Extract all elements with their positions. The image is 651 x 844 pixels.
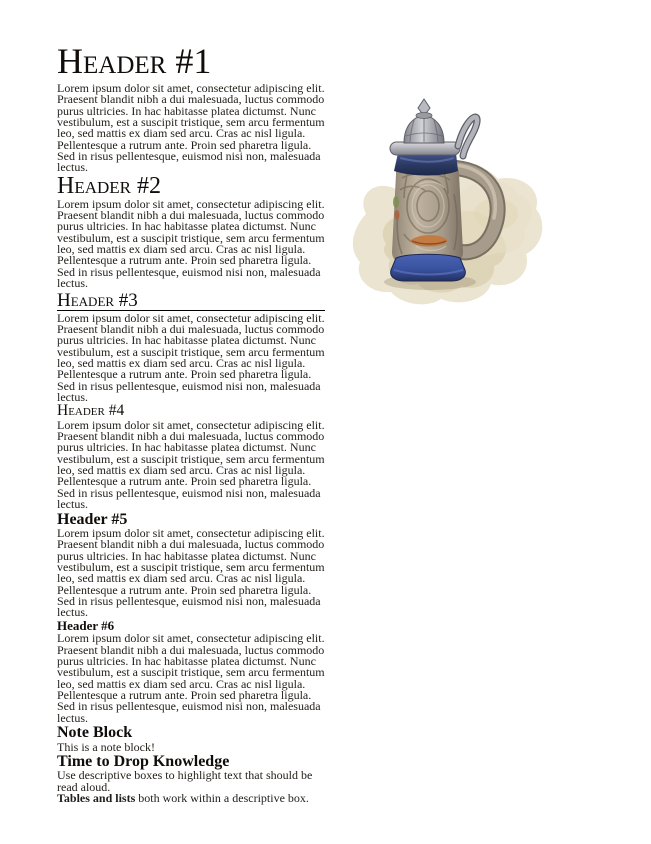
thumb-lever: [458, 117, 477, 156]
header-3: Header #3: [57, 292, 325, 311]
section-h4: [57, 404, 325, 510]
top-blue-band: [394, 153, 458, 176]
lorem-paragraph-3: Lorem ipsum dolor sit amet, consectetur adipiscing elit. Praesent blandit nibh a dui malesuada, luctus commodo purus ultricies. In hac habitasse platea dictumst. Nunc vestibulum, est a suscipit tristique, sem arcu fermentum leo, sed mattis ex diam sed arcu. Cras ac nisl ligula. Pellentesque a rutrum ante. Proin sed pharetra ligula. Sed in risus pellentesque, euismod nisi non, malesuada lectus.: [57, 310, 325, 404]
stein-illustration: [346, 94, 546, 309]
lorem-paragraph-5: Lorem ipsum dolor sit amet, consectetur adipiscing elit. Praesent blandit nibh a dui malesuada, luctus commodo purus ultricies. In hac habitasse platea dictumst. Nunc vestibulum, est a suscipit tristique, sem arcu fermentum leo, sed mattis ex diam sed arcu. Cras ac nisl ligula. Pellentesque a rutrum ante. Proin sed pharetra ligula. Sed in risus pellentesque, euismod nisi non, malesuada lectus.: [57, 526, 325, 620]
finial-base: [416, 113, 432, 119]
lorem-paragraph-4: Lorem ipsum dolor sit amet, consectetur adipiscing elit. Praesent blandit nibh a dui malesuada, luctus commodo purus ultricies. In hac habitasse platea dictumst. Nunc vestibulum, est a suscipit tristique, sem arcu fermentum leo, sed mattis ex diam sed arcu. Cras ac nisl ligula. Pellentesque a rutrum ante. Proin sed pharetra ligula. Sed in risus pellentesque, euismod nisi non, malesuada lectus.: [57, 417, 325, 512]
section-note-block: [57, 726, 325, 753]
beer-stein-svg: [346, 94, 546, 309]
header-5: Header #5: [57, 510, 128, 528]
body-shape: [392, 166, 463, 263]
knowledge-heading: Time to Drop Knowledge: [57, 752, 230, 770]
section-h5: [57, 510, 325, 620]
green-fleck: [393, 196, 399, 208]
header-2: Header #2: [57, 172, 161, 199]
text-column: [57, 42, 325, 804]
section-h3: [57, 289, 325, 404]
knowledge-bold-rest: both work within a descriptive box.: [135, 791, 309, 806]
section-knowledge: [57, 752, 325, 806]
lid-rim: [390, 142, 460, 155]
section-h1: [57, 42, 325, 174]
lid-dome: [404, 99, 444, 143]
knowledge-body: Use descriptive boxes to highlight text that should be read aloud.: [57, 768, 313, 794]
stein-base: [391, 254, 466, 281]
knowledge-bold-lead: Tables and lists: [57, 791, 136, 806]
knowledge-bold-line: [57, 793, 325, 804]
header-1: Header #1: [57, 41, 212, 81]
lorem-paragraph-6: Lorem ipsum dolor sit amet, consectetur adipiscing elit. Praesent blandit nibh a dui malesuada, luctus commodo purus ultricies. In hac habitasse platea dictumst. Nunc vestibulum, est a suscipit tristique, sem arcu fermentum leo, sed mattis ex diam sed arcu. Cras ac nisl ligula. Pellentesque a rutrum ante. Proin sed pharetra ligula. Sed in risus pellentesque, euismod nisi non, malesuada lectus.: [57, 631, 325, 725]
section-h6: [57, 617, 325, 725]
section-h2: [57, 172, 325, 291]
note-block-heading: Note Block: [57, 724, 133, 741]
header-4: Header #4: [57, 402, 125, 420]
header-6: Header #6: [57, 617, 115, 633]
stein-body: [392, 166, 463, 263]
lorem-paragraph-1: Lorem ipsum dolor sit amet, consectetur adipiscing elit. Praesent blandit nibh a dui malesuada, luctus commodo purus ultricies. In hac habitasse platea dictumst. Nunc vestibulum, est a suscipit tristique, sem arcu fermentum leo, sed mattis ex diam sed arcu. Cras ac nisl ligula. Pellentesque a rutrum ante. Proin sed pharetra ligula. Sed in risus pellentesque, euismod nisi non, malesuada lectus.: [57, 81, 325, 175]
red-fleck: [395, 210, 400, 220]
lorem-paragraph-2: Lorem ipsum dolor sit amet, consectetur adipiscing elit. Praesent blandit nibh a dui malesuada, luctus commodo purus ultricies. In hac habitasse platea dictumst. Nunc vestibulum, est a suscipit tristique, sem arcu fermentum leo, sed mattis ex diam sed arcu. Cras ac nisl ligula. Pellentesque a rutrum ante. Proin sed pharetra ligula. Sed in risus pellentesque, euismod nisi non, malesuada lectus.: [57, 196, 325, 291]
note-block-body: This is a note block!: [57, 739, 155, 754]
